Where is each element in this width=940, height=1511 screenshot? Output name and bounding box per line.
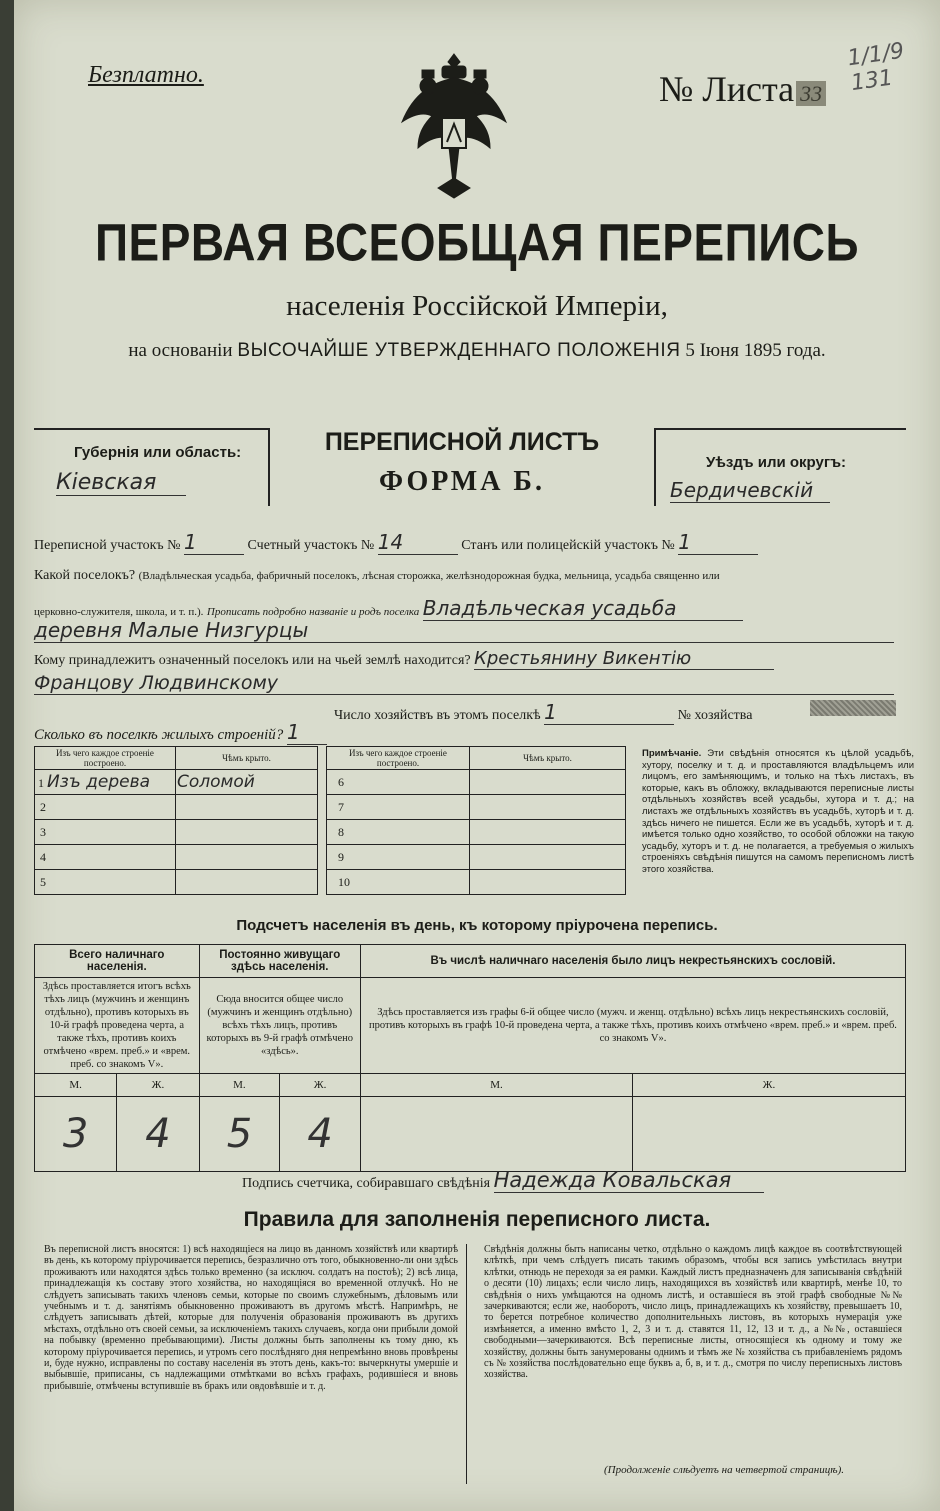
col-material-2: Изъ чего каждое строеніе построено.: [327, 747, 470, 770]
building-material[interactable]: Изъ дерева: [47, 772, 151, 792]
note-head: Примѣчаніе.: [642, 748, 702, 759]
population-count-table: [34, 944, 906, 1172]
buildings-table-left: [34, 746, 318, 895]
f-label: Ж.: [117, 1074, 199, 1097]
present-female-value[interactable]: 4: [117, 1097, 199, 1172]
gubernia-value[interactable]: Кіевская: [56, 470, 186, 496]
row-number: 8: [338, 824, 344, 839]
rules-divider: [466, 1244, 467, 1484]
table-row: [35, 770, 318, 795]
resident-female-value[interactable]: 4: [280, 1097, 361, 1172]
sheet-number: [659, 68, 826, 110]
buildings-line: [34, 720, 327, 745]
col-material: Изъ чего каждое строеніе построено.: [35, 747, 176, 770]
form-title: ПЕРЕПИСНОЙ ЛИСТЪ: [324, 428, 600, 456]
col-roof: Чѣмъ крыто.: [176, 747, 318, 770]
buildings-table-right: [326, 746, 626, 895]
row-number: 5: [40, 874, 46, 889]
stan-value[interactable]: 1: [678, 530, 758, 555]
household-no-value: [810, 700, 896, 716]
uezd-box: [654, 428, 906, 506]
row-number: 3: [40, 824, 46, 839]
row-number: 6: [338, 774, 344, 789]
row-number: 4: [40, 849, 46, 864]
subtitle: населенія Россійской Имперіи,: [286, 290, 668, 322]
settlement-value-1[interactable]: Владѣльческая усадьба: [423, 596, 743, 621]
census-district-value[interactable]: 1: [184, 530, 244, 555]
uezd-value[interactable]: Бердичевскій: [670, 478, 830, 503]
free-label: Безплатно.: [88, 62, 204, 88]
corner-note: 1/1/9 131: [845, 38, 906, 97]
table-row: [35, 795, 318, 820]
basis-pre: на основаніи: [128, 340, 233, 361]
m-label: М.: [360, 1074, 632, 1097]
row-number: 7: [338, 799, 344, 814]
table-row: [327, 870, 626, 895]
signature-line: [242, 1168, 764, 1193]
census-sheet: [14, 0, 940, 1511]
table-row: [35, 820, 318, 845]
form-header: [34, 428, 906, 508]
table-row: [327, 845, 626, 870]
owner-label: Кому принадлежитъ означенный поселокъ или на чьей землѣ находится?: [34, 653, 471, 668]
building-roof[interactable]: Соломой: [177, 772, 255, 792]
m-label: М.: [199, 1074, 280, 1097]
count-district-label: Счетный участокъ №: [247, 538, 375, 553]
row-number: 1: [38, 776, 44, 790]
table-row: [327, 770, 626, 795]
rules-left: Въ переписной листъ вносятся: 1) всѣ находящіеся на лицо въ данномъ хозяйствѣ или квартирѣ въ день, къ которому пріурочивается перепись, безразлично отъ того, обыкновенно-ли они здѣсь проживаютъ или находятся здѣсь только временно (за исключ. солдатъ на постоѣ); 2) всѣ лица, принадлежащія къ составу этого хозяйства, но находящіяся во временной отлучкѣ. Но не слѣдуетъ записывать такихъ членовъ семьи, которые по своимъ служебнымъ, дѣловымъ или учебнымъ и т. д. занятіямъ обыкновенно проживаютъ въ другомъ мѣстѣ. Напримѣръ, не слѣдуетъ записывать дѣтей, которые для полученія образованія проживаютъ въ другихъ мѣстахъ, отдѣльно отъ своей семьи, за исключеніемъ такихъ случаевъ, когда они прибыли домой на побывку (временно пребывающими). Листы должны быть заполнены къ тому дню, къ которому пріурочивается перепись, и утромъ сего послѣдняго дня непремѣнно вновь провѣрены и, буде нужно, исправлены по составу населенія въ этотъ день, какъ-то: вычеркнуты умершіе и выбывшіе, приписаны, съ надлежащими отмѣтками во всѣхъ графахъ, родившіеся и вновь прибывшіе, отмѣчены вступившіе въ бракъ или овдовѣвшіе и т. д.: [44, 1244, 458, 1392]
settlement-value-2[interactable]: деревня Малые Низгурцы: [34, 618, 894, 643]
households-line: [334, 700, 752, 725]
signature-label: Подпись счетчика, собиравшаго свѣдѣнія: [242, 1176, 491, 1191]
signature-value[interactable]: Надежда Ковальская: [494, 1168, 764, 1193]
basis-line: [14, 340, 940, 362]
sheet-number-label: № Листа: [659, 69, 795, 109]
table-row: [327, 820, 626, 845]
col2-desc: Сюда вносится общее число (мужчинъ и женщинъ отдѣльно) всѣхъ тѣхъ лицъ, противъ которыхъ въ 9-й графѣ отмѣчено «здѣсь».: [199, 978, 360, 1074]
census-district-label: Переписной участокъ №: [34, 538, 181, 553]
basis-caps: ВЫСОЧАЙШЕ УТВЕРЖДЕННАГО ПОЛОЖЕНІЯ: [237, 340, 681, 361]
count-title: Подсчетъ населенія въ день, къ которому пріурочена перепись.: [236, 917, 718, 934]
row-number: 9: [338, 849, 344, 864]
table-row: [35, 870, 318, 895]
page-title: ПЕРВАЯ ВСЕОБЩАЯ ПЕРЕПИСЬ: [94, 212, 860, 272]
gubernia-label: Губернія или область:: [74, 444, 242, 461]
m-label: М.: [35, 1074, 117, 1097]
household-no-label: № хозяйства: [677, 708, 753, 723]
uezd-label: Уѣздъ или округъ:: [706, 454, 847, 471]
settlement-hint-1: (Владѣльческая усадьба, фабричный поселокъ, лѣсная сторожка, желѣзнодорожная будка, мельница, усадьба священно или: [138, 570, 720, 582]
table-row: [327, 795, 626, 820]
rules-right: Свѣдѣнія должны быть написаны четко, отдѣльно о каждомъ лицѣ каждое въ соотвѣтствующей клѣткѣ, при чемъ слѣдуетъ писать такимъ образомъ, чтобы вся запись умѣстилась внутри клѣтки, отнюдь не переходя за ея рамки. Каждый листъ предназначенъ для записыванія свѣдѣній о десяти (10) лицахъ; если число лицъ, находящихся въ хозяйствѣ или квартирѣ, менѣе 10, то свѣдѣнія о нихъ умѣщаются на одномъ листѣ, и оставшіеся въ этой графѣ свободные №№ зачеркиваются; если же, наоборотъ, число лицъ, принадлежащихъ къ хозяйству, превышаетъ 10, то берется потребное количество дополнительныхъ листовъ, въ которыхъ нумерація уже измѣняется, а именно вмѣсто 1, 2, 3 и т. д. ставятся 11, 12, 13 и т. д., а №№, оставшіеся свободными—зачеркиваются. Всѣ переписные листы, относящіеся къ одному и тому же хозяйству, должны быть занумерованы однимъ и тѣмъ же № хозяйства съ прибавленіемъ рядомъ съ № хозяйства послѣдовательно еще буквъ а, б, в, и т. д., смотря по числу переписныхъ листовъ хозяйства.: [484, 1244, 902, 1381]
note-text: Эти свѣдѣнія относятся къ цѣлой усадьбѣ, хутору, поселку и т. д. и проставляются владѣльцемъ или лицомъ, его замѣняющимъ, и только на тѣхъ листахъ, въ которые, какъ въ обложку, вкладываются переписные листы отдѣльныхъ хозяйствъ всей усадьбы, хутора и т. д.; на листахъ же отдѣльныхъ хозяйствъ въ усадьбѣ, хуторѣ и т. д. здѣсь ничего не пишется. Если же въ усадьбѣ, хуторѣ и т. д. имѣется только одно хозяйство, то особой обложки на такую усадьбу, хуторъ и т. д. не полагается, а требуемыя о жилыхъ строеніяхъ свѣдѣнія пишутся на самомъ переписномъ листѣ этого хозяйства.: [642, 748, 914, 875]
settlement-hint-2: церковно-служителя, школа, и т. п.).: [34, 606, 204, 618]
col-roof-2: Чѣмъ крыто.: [470, 747, 626, 770]
settlement-hint-3: Прописать подробно названіе и родъ поселка: [206, 606, 420, 618]
row-number: 10: [338, 874, 350, 889]
households-value[interactable]: 1: [544, 700, 674, 725]
nonpeasant-male-value[interactable]: [360, 1097, 632, 1172]
f-label: Ж.: [280, 1074, 361, 1097]
sheet-number-value: 33: [796, 81, 826, 106]
present-male-value[interactable]: 3: [35, 1097, 117, 1172]
col1-head: Всего наличнаго населенія.: [35, 945, 200, 978]
owner-value-2[interactable]: Францову Людвинскому: [34, 672, 894, 695]
households-label: Число хозяйствъ въ этомъ поселкѣ: [334, 708, 541, 723]
district-line: [34, 530, 758, 555]
resident-male-value[interactable]: 5: [199, 1097, 280, 1172]
nonpeasant-female-value[interactable]: [632, 1097, 905, 1172]
settlement-label: Какой поселокъ?: [34, 568, 136, 583]
col3-head: Въ числѣ наличнаго населенія было лицъ некрестьянскихъ сословій.: [360, 945, 905, 978]
col3-desc: Здѣсь проставляется изъ графы 6-й общее число (мужч. и женщ. отдѣльно) всѣхъ лицъ некрестьянскихъ сословій, противъ которыхъ въ графѣ 10-й проведена черта, а также тѣхъ, противъ коихъ отмѣчено «врем. преб.» и «врем. преб. со знакомъ V».: [360, 978, 905, 1074]
stan-label: Станъ или полицейскій участокъ №: [461, 538, 675, 553]
continued-note: (Продолженіе слѣдуетъ на четвертой страницѣ).: [604, 1464, 844, 1476]
note: [642, 748, 914, 876]
col1-desc: Здѣсь проставляется итогъ всѣхъ тѣхъ лицъ (мужчинъ и женщинъ отдѣльно), противъ которыхъ въ 10-й графѣ проведена черта, а также тѣхъ, противъ коихъ отмѣчено «врем. преб.» и «врем. преб. со знакомъ V».: [35, 978, 200, 1074]
rules-title: Правила для заполненія переписного листа.: [243, 1208, 711, 1231]
basis-post: 5 Іюня 1895 года.: [685, 340, 826, 361]
table-row: [35, 845, 318, 870]
double-headed-eagle-icon: [394, 52, 514, 202]
row-number: 2: [40, 799, 46, 814]
owner-line: [34, 648, 774, 670]
gubernia-box: [34, 428, 270, 506]
buildings-label: Сколько въ поселкѣ жилыхъ строеній?: [34, 727, 284, 743]
buildings-value[interactable]: 1: [287, 720, 327, 745]
count-district-value[interactable]: 14: [378, 530, 458, 555]
form-subtitle: ФОРМА Б.: [379, 466, 545, 497]
settlement-line-1: [34, 568, 720, 584]
f-label: Ж.: [632, 1074, 905, 1097]
owner-value-1[interactable]: Крестьянину Викентію: [474, 648, 774, 670]
col2-head: Постоянно живущаго здѣсь населенія.: [199, 945, 360, 978]
